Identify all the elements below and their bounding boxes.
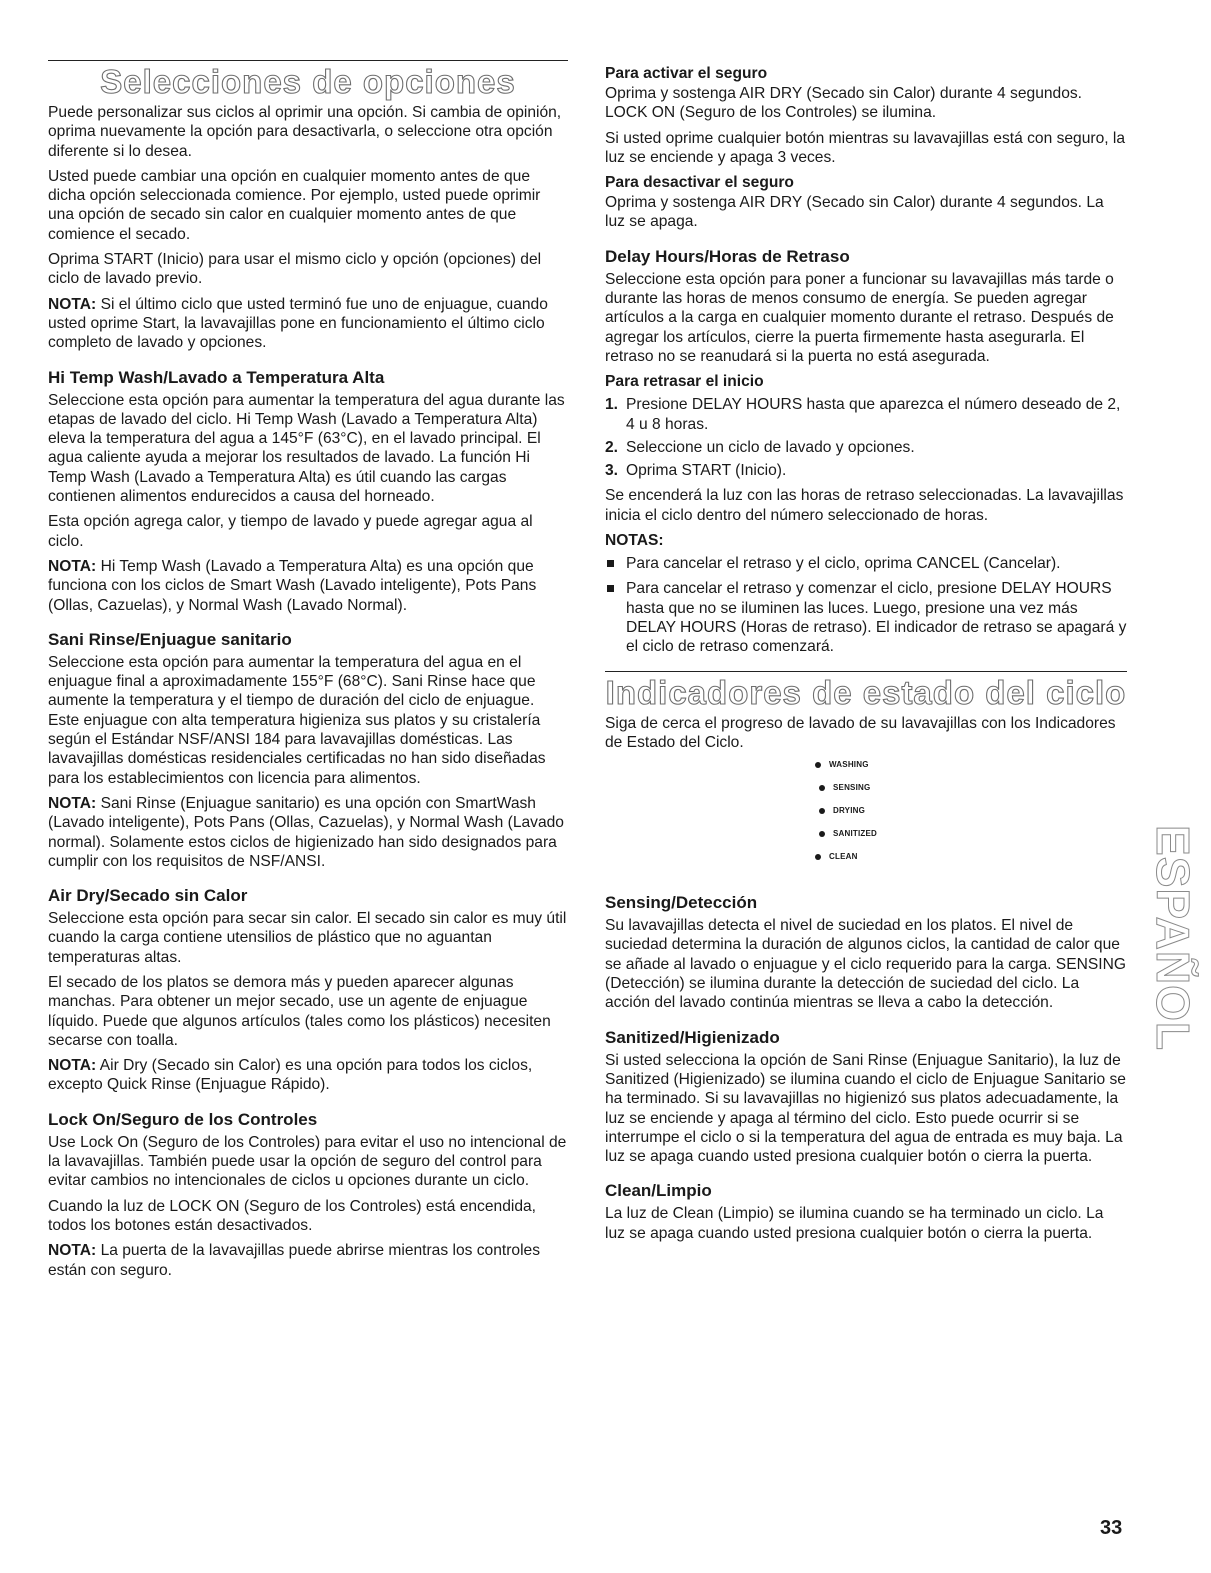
note-label: NOTA: (48, 1057, 97, 1075)
airdry-heading: Air Dry/Secado sin Calor (48, 886, 248, 906)
indicator-drying (819, 806, 865, 815)
list-item (605, 395, 1127, 434)
section-rule (48, 60, 568, 61)
note-text: Sani Rinse (Enjuague sanitario) es una opción con SmartWash (Lavado inteligente), Pots Pans (Ollas, Cazuelas), y Normal Wash (Lavado normal). Solamente estos ciclos de higienizado han sido designados para cumplir con los requisitos de NSF/ANSI. (48, 794, 564, 870)
step-text: Oprima START (Inicio). (626, 462, 787, 480)
status-intro: Siga de cerca el progreso de lavado de su lavavajillas con los Indicadores de Estado del Ciclo. (605, 714, 1116, 751)
note-text: Air Dry (Secado sin Calor) es una opción para todos los ciclos, excepto Quick Rinse (Enjuague Rápido). (48, 1057, 533, 1094)
note-label: NOTA: (48, 794, 97, 812)
lock-heading: Lock On/Seguro de los Controles (48, 1109, 318, 1129)
list-item (605, 461, 1127, 480)
indicator-label: DRYING (833, 806, 866, 816)
delay-paragraph-2: Se encenderá la luz con las horas de retraso seleccionadas. La lavavajillas inicia el ciclo dentro del número seleccionado de horas. (605, 487, 1124, 524)
section-rule (605, 671, 1127, 672)
indicator-light-icon (819, 785, 825, 791)
lock-activate-paragraph-2: Si usted oprime cualquier botón mientras su lavavajillas está con seguro, la luz se enciende y apaga 3 veces. (605, 129, 1126, 166)
delay-notes (605, 554, 1127, 656)
intro-note (48, 295, 568, 353)
lock-deactivate-heading: Para desactivar el seguro (605, 174, 794, 192)
sensing-heading: Sensing/Detección (605, 893, 758, 913)
lock-paragraph-2: Cuando la luz de LOCK ON (Seguro de los Controles) está encendida, todos los botones están desactivados. (48, 1197, 537, 1234)
hitemp-paragraph-2: Esta opción agrega calor, y tiempo de lavado y puede agregar agua al ciclo. (48, 513, 533, 550)
step-number: 2. (605, 438, 619, 456)
page-number: 33 (1100, 1517, 1123, 1539)
indicator-label: WASHING (829, 760, 869, 770)
indicator-washing (815, 760, 869, 769)
language-tab-label: ESPAÑOL (1147, 824, 1200, 1051)
step-text: Seleccione un ciclo de lavado y opciones. (626, 438, 915, 456)
airdry-note (48, 1056, 568, 1095)
airdry-paragraph-1: Seleccione esta opción para secar sin calor. El secado sin calor es muy útil cuando la carga contiene utensilios de plástico que no aguantan temperaturas altas. (48, 910, 567, 966)
intro-paragraph-2: Usted puede cambiar una opción en cualquier momento antes de que dicha opción seleccionada comience. Por ejemplo, usted puede oprimir una opción de secado sin calor en cualquier momento antes de que comience el secado. (48, 167, 541, 243)
sani-paragraph-1: Seleccione esta opción para aumentar la temperatura del agua en el enjuague final a aproximadamente 155°F (68°C). Sani Rinse hace que aumente la temperatura y el tiempo de duración del ciclo de enjuague. Este enjuague con alta temperatura higieniza sus platos y su cristalería según el Estándar NSF/ANSI 184 para lavavajillas domésticas. Las lavavajillas domésticas residenciales certificadas no han sido diseñadas para los establecimientos con licencia para alimentos. (48, 653, 546, 787)
airdry-paragraph-2: El secado de los platos se demora más y pueden aparecer algunas manchas. Para obtener un mejor secado, use un agente de enjuague líquido. Puede que algunos artículos (tales como los plásticos) necesiten secarse con toalla. (48, 973, 551, 1049)
note-text: Para cancelar el retraso y el ciclo, oprima CANCEL (Cancelar). (626, 555, 1061, 573)
sanitized-heading: Sanitized/Higienizado (605, 1027, 780, 1047)
delay-notes-heading: NOTAS: (605, 532, 664, 550)
left-column (48, 60, 568, 1286)
indicator-sensing (819, 783, 870, 792)
lock-note (48, 1241, 568, 1280)
sani-heading: Sani Rinse/Enjuague sanitario (48, 629, 292, 649)
list-item (605, 438, 1127, 457)
note-text: Hi Temp Wash (Lavado a Temperatura Alta) es una opción que funciona con los ciclos de Smart Wash (Lavado inteligente), Pots Pans (Ollas, Cazuelas), y Normal Wash (Lavado Normal). (48, 557, 537, 614)
step-number: 3. (605, 462, 619, 480)
indicator-sanitized (819, 829, 877, 838)
intro-paragraph-3: Oprima START (Inicio) para usar el mismo ciclo y opción (opciones) del ciclo de lavado previo. (48, 251, 542, 288)
lock-activate-paragraph-1: Oprima y sostenga AIR DRY (Secado sin Calor) durante 4 segundos. LOCK ON (Seguro de los Controles) se ilumina. (605, 85, 1083, 122)
indicator-clean (815, 852, 858, 861)
sensing-paragraph-1: Su lavavajillas detecta el nivel de suciedad en los platos. El nivel de suciedad determina la duración de algunos ciclos, la cantidad de calor que se añade al lavado o enjuague y el ciclo requerido para la carga. SENSING (Detección) se ilumina durante la detección de suciedad del ciclo. La acción del lavado continúa mientras se lleva a cabo la detección. (605, 917, 1126, 1012)
delay-subheading: Para retrasar el inicio (605, 373, 764, 391)
right-column (605, 64, 1127, 1249)
list-item (605, 554, 1127, 573)
delay-steps (605, 395, 1127, 480)
bullet-square-icon (607, 585, 614, 592)
bullet-square-icon (607, 560, 614, 567)
lock-paragraph-1: Use Lock On (Seguro de los Controles) para evitar el uso no intencional de la lavavajillas. También puede usar la opción de seguro del control para evitar cambios no intencionales de ciclos u opciones durante un ciclo. (48, 1133, 567, 1190)
sani-note (48, 794, 568, 871)
hitemp-heading: Hi Temp Wash/Lavado a Temperatura Alta (48, 367, 385, 387)
indicator-light-icon (815, 854, 821, 860)
language-side-tab (1148, 815, 1198, 1060)
delay-paragraph-1: Seleccione esta opción para poner a funcionar su lavavajillas más tarde o durante las horas de menos consumo de energía. Se pueden agregar artículos a la carga en cualquier momento durante el retraso. Después de agregar los artículos, cierre la puerta firmemente hasta asegurarla. El retraso no se reanudará si la puerta no está asegurada. (605, 270, 1114, 365)
step-number: 1. (605, 396, 619, 414)
indicator-light-icon (819, 808, 825, 814)
indicator-label: CLEAN (829, 852, 858, 862)
step-text: Presione DELAY HOURS hasta que aparezca el número deseado de 2, 4 u 8 horas. (626, 396, 1121, 433)
lock-activate-heading: Para activar el seguro (605, 65, 768, 82)
note-label: NOTA: (48, 1242, 97, 1260)
section-title-options: Selecciones de opciones (100, 63, 516, 100)
section-title-status: Indicadores de estado del ciclo (605, 673, 1127, 711)
note-label: NOTA: (48, 295, 97, 313)
note-text: Si el último ciclo que usted terminó fue uno de enjuague, cuando usted oprime Start, la lavavajillas pone en funcionamiento el último ciclo completo de lavado y opciones. (48, 295, 548, 352)
delay-heading: Delay Hours/Horas de Retraso (605, 246, 850, 266)
hitemp-paragraph-1: Seleccione esta opción para aumentar la temperatura del agua durante las etapas de lavado del ciclo. Hi Temp Wash (Lavado a Temperatura Alta) eleva la temperatura del agua a 145°F (63°C), en el lavado principal. El agua caliente ayuda a mejorar los resultados de lavado. La función Hi Temp Wash (Lavado a Temperatura Alta) es útil cuando las cargas contienen alimentos endurecidos a causa del horneado. (48, 391, 565, 506)
indicator-light-icon (819, 831, 825, 837)
intro-paragraph-1: Puede personalizar sus ciclos al oprimir una opción. Si cambia de opinión, oprima nuevamente la opción para desactivarla, o seleccione otra opción diferente si lo desea. (48, 104, 562, 160)
hitemp-note (48, 557, 568, 615)
indicator-light-icon (815, 762, 821, 768)
indicator-label: SANITIZED (833, 829, 878, 839)
clean-heading: Clean/Limpio (605, 1181, 712, 1201)
note-label: NOTA: (48, 557, 97, 575)
note-text: Para cancelar el retraso y comenzar el ciclo, presione DELAY HOURS hasta que no se iluminen las luces. Luego, presione una vez más DELAY HOURS (Horas de retraso). El indicador de retraso se apagará y el ciclo de retraso comenzará. (626, 580, 1127, 656)
note-text: La puerta de la lavavajillas puede abrirse mientras los controles están con seguro. (48, 1242, 541, 1279)
sanitized-paragraph-1: Si usted selecciona la opción de Sani Rinse (Enjuague Sanitario), la luz de Sanitized (Higienizado) se ilumina cuando el ciclo de Enjuague Sanitario se ha terminado. Si su lavavajillas no higienizó sus platos adecuadamente, la luz se enciende y apaga al término del ciclo. Esto puede ocurrir si se interrumpe el ciclo o si la temperatura del agua de entrada es muy baja. La luz se apaga cuando usted presiona cualquier botón o cierra la puerta. (605, 1051, 1126, 1166)
indicator-label: SENSING (833, 783, 871, 793)
clean-paragraph-1: La luz de Clean (Limpio) se ilumina cuando se ha terminado un ciclo. La luz se apaga cuando usted presiona cualquier botón o cierra la puerta. (605, 1205, 1104, 1242)
status-indicator-panel (605, 758, 1127, 878)
list-item (605, 579, 1127, 656)
lock-deactivate-paragraph-1: Oprima y sostenga AIR DRY (Secado sin Calor) durante 4 segundos. La luz se apaga. (605, 194, 1104, 231)
